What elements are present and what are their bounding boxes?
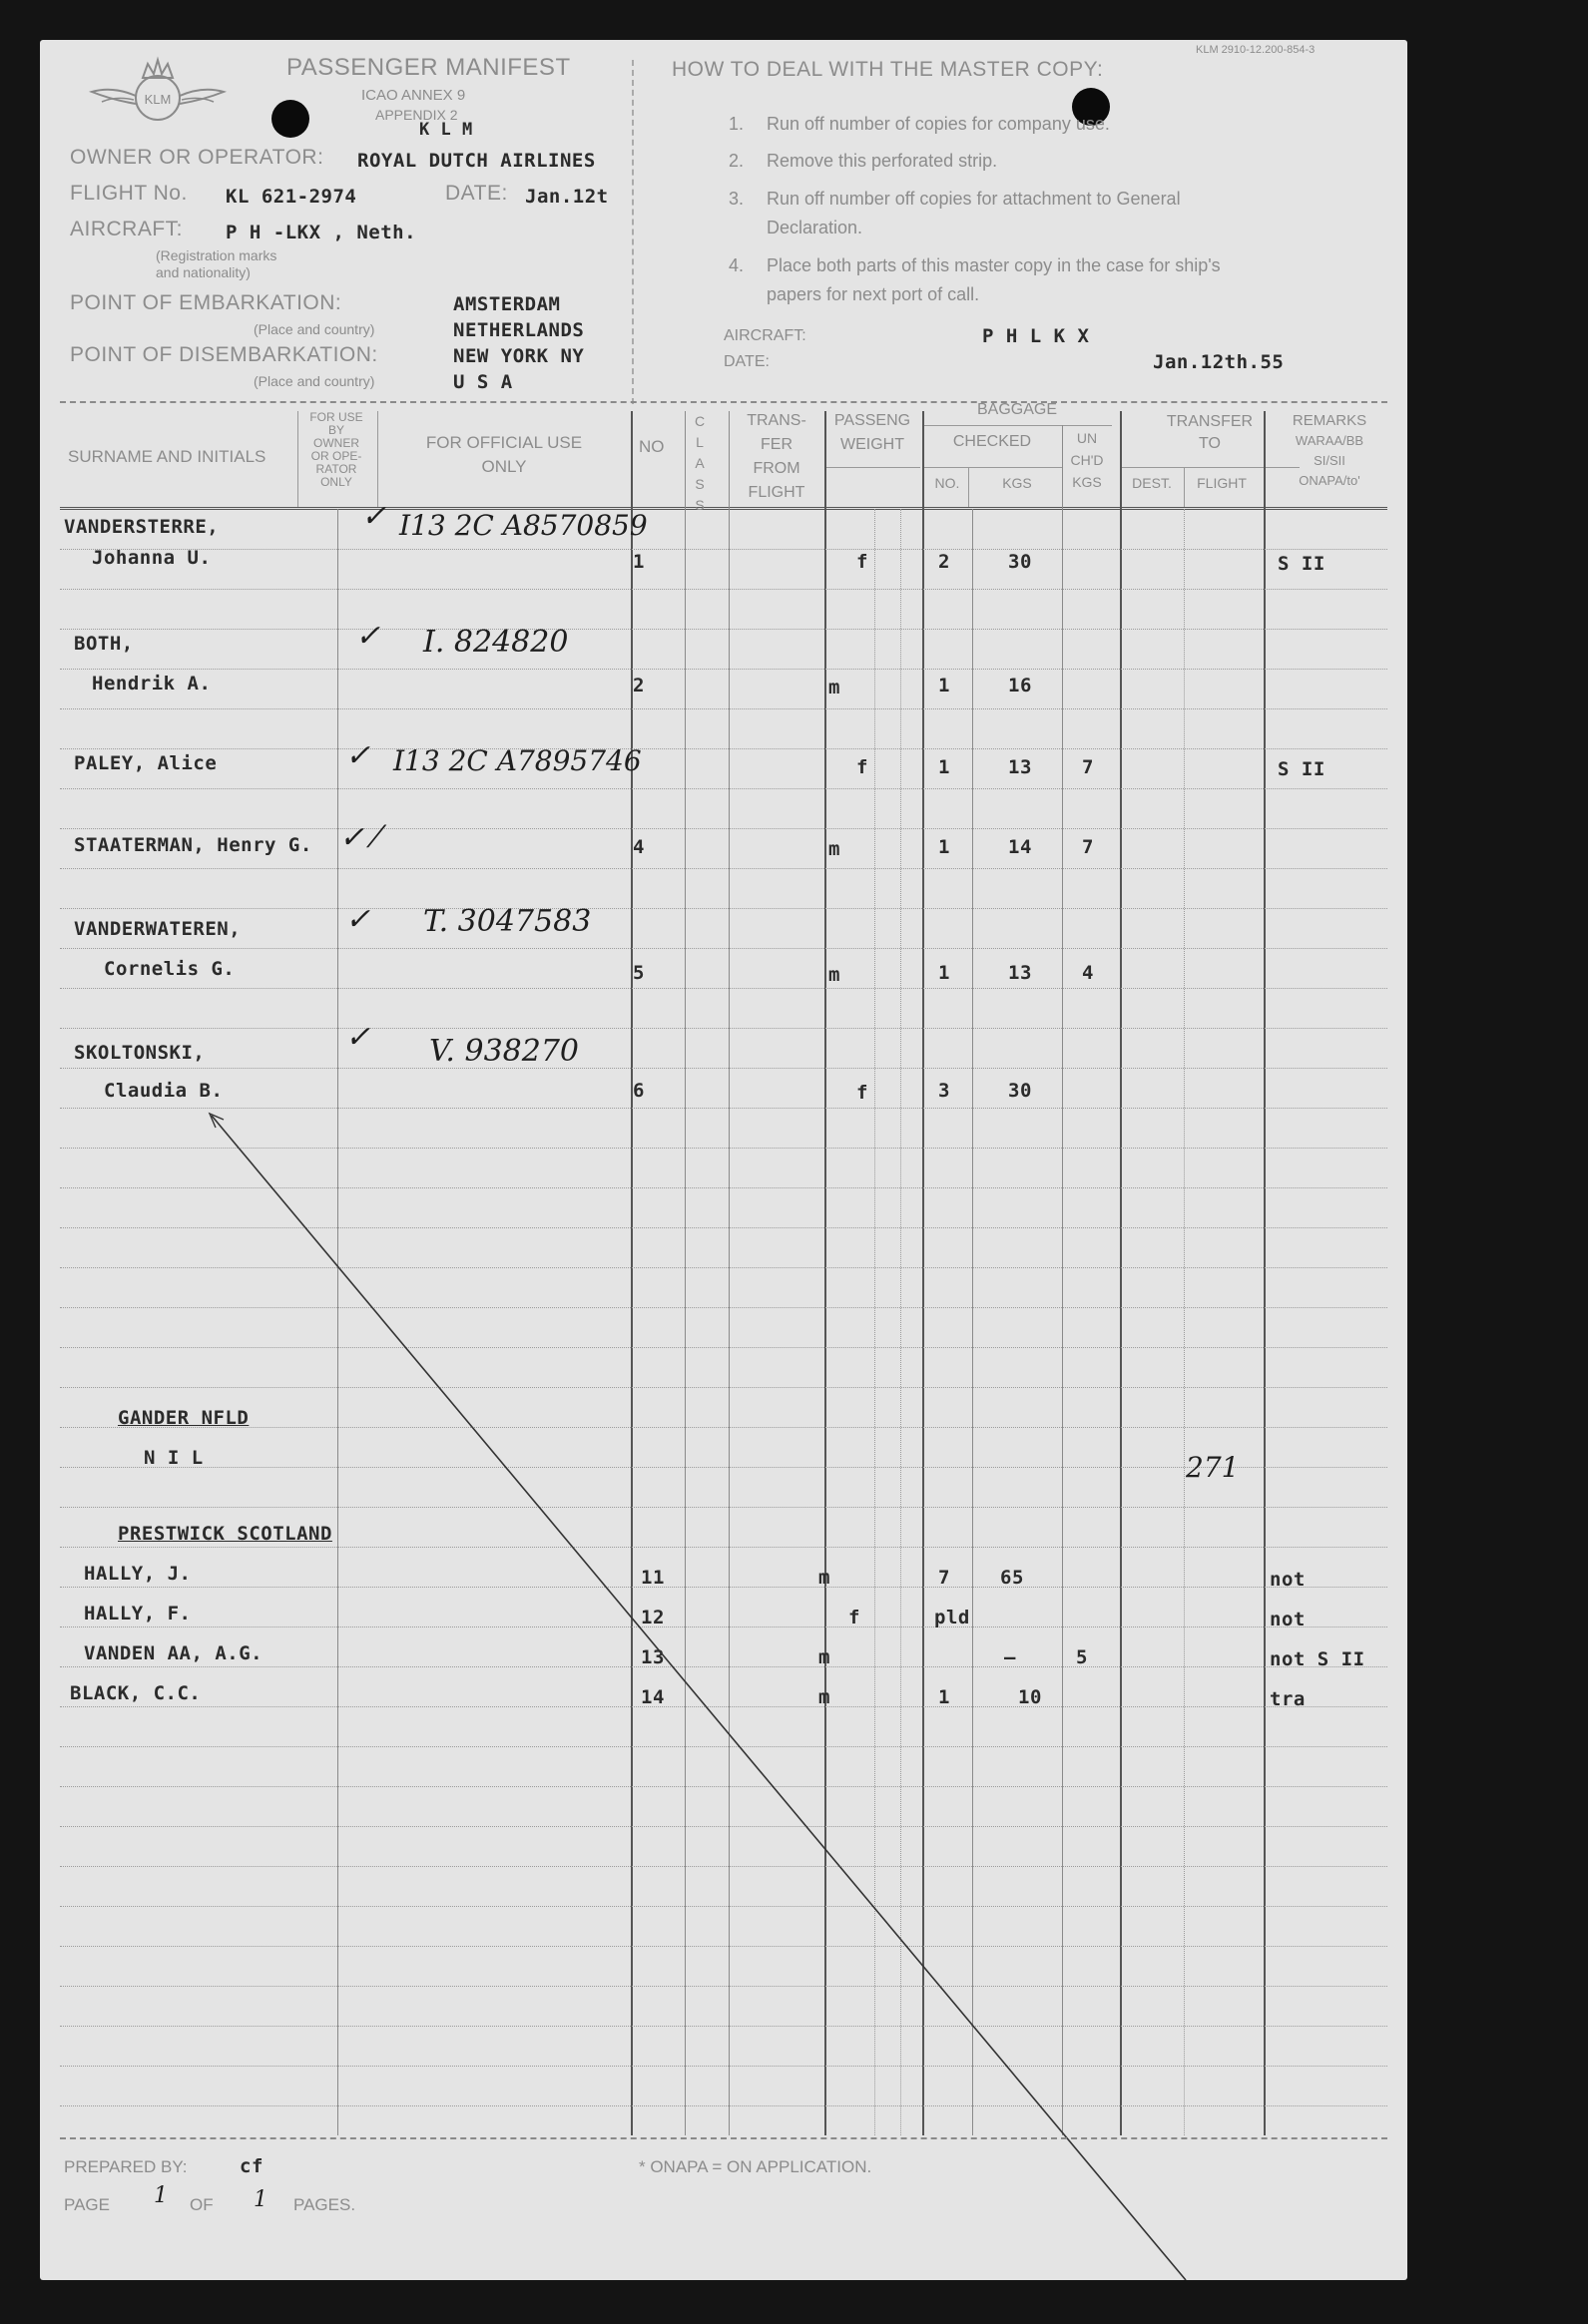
passenger-5-check: ✓ [345, 902, 371, 937]
instruction-3-text-2: Declaration. [767, 218, 863, 237]
prestwick-1-bag-kgs: 65 [1000, 1567, 1024, 1589]
prestwick-3-name: VANDEN AA, A.G. [84, 1642, 264, 1664]
of-value: 1 [254, 2187, 267, 2212]
registration-note-1: (Registration marks [156, 247, 277, 263]
passenger-1-check: ✓ [361, 499, 387, 534]
col-unchecked: UN CH'D KGS [1070, 430, 1104, 490]
passenger-5-no: 5 [633, 962, 645, 984]
svg-text:KLM: KLM [144, 92, 172, 107]
passenger-2-no: 2 [633, 675, 645, 697]
copy-aircraft-value: P H L K X [982, 325, 1090, 347]
passenger-6-bag-kgs: 30 [1008, 1080, 1032, 1102]
passenger-1-official: I13 2C A8570859 [399, 509, 648, 542]
passenger-4-sex: m [828, 838, 840, 860]
of-label: OF [190, 2195, 214, 2214]
prestwick-4-remarks: tra [1270, 1688, 1306, 1710]
instruction-4-text-2: papers for next port of call. [767, 284, 980, 304]
instruction-3-text-1: Run off number off copies for attachment to General [767, 189, 1181, 209]
copy-aircraft-label: AIRCRAFT: [724, 327, 806, 344]
gander-note: 271 [1186, 1451, 1240, 1484]
prestwick-2-name: HALLY, F. [84, 1603, 192, 1625]
passenger-1-bag-no: 2 [938, 551, 950, 573]
passenger-4-bag-kgs: 14 [1008, 836, 1032, 858]
passenger-1-remarks: S II [1278, 553, 1325, 575]
prestwick-1-bag-no: 7 [938, 1567, 950, 1589]
cancel-diagonal-stroke [40, 40, 1407, 2280]
passenger-5-given: Cornelis G. [104, 958, 236, 980]
col-baggage: BAGGAGE [976, 401, 1058, 418]
col-class: CLASS [694, 413, 706, 513]
col-remarks: REMARKS WARAA/BB SI/SII ONAPA/to' [1292, 412, 1367, 488]
gander-value: N I L [144, 1447, 204, 1469]
instruction-1-num: 1. [729, 114, 745, 134]
passenger-1-surname: VANDERSTERRE, [64, 516, 220, 538]
copy-date-value: Jan.12th.55 [1153, 351, 1285, 373]
col-dest: DEST. [1132, 475, 1172, 491]
owner-label: OWNER OR OPERATOR: [70, 146, 324, 169]
prestwick-2-sex: f [848, 1607, 860, 1628]
passenger-6-check: ✓ [345, 1020, 371, 1055]
col-no: NO [639, 437, 665, 456]
gander-title: GANDER NFLD [118, 1407, 250, 1429]
prestwick-1-sex: m [818, 1567, 830, 1589]
passenger-6-sex: f [856, 1082, 868, 1104]
owner-value: ROYAL DUTCH AIRLINES [357, 150, 596, 172]
embarkation-city: AMSTERDAM [453, 293, 561, 315]
col-flight: FLIGHT [1197, 475, 1247, 491]
passenger-5-sex: m [828, 964, 840, 986]
prestwick-3-bag-kgs: — [1004, 1646, 1016, 1668]
passenger-3-check: ✓ [345, 738, 371, 773]
prestwick-4-bag-no: 1 [938, 1686, 950, 1708]
copy-date-label: DATE: [724, 353, 770, 370]
prestwick-3-unchd: 5 [1076, 1646, 1088, 1668]
passenger-2-surname: BOTH, [74, 633, 134, 655]
passenger-5-unchd: 4 [1082, 962, 1094, 984]
prestwick-1-no: 11 [641, 1567, 665, 1589]
col-checked: CHECKED [952, 433, 1032, 450]
prestwick-4-bag-kgs: 10 [1018, 1686, 1042, 1708]
prepared-by-value: cf [240, 2155, 264, 2177]
passenger-3-unchd: 7 [1082, 756, 1094, 778]
col-bag-no: NO. [934, 475, 960, 491]
passenger-6-surname: SKOLTONSKI, [74, 1042, 206, 1064]
embarkation-note: (Place and country) [254, 321, 375, 337]
instructions-title: HOW TO DEAL WITH THE MASTER COPY: [672, 58, 1104, 81]
passenger-6-no: 6 [633, 1080, 645, 1102]
manifest-title: PASSENGER MANIFEST [286, 54, 571, 81]
passenger-2-bag-kgs: 16 [1008, 675, 1032, 697]
instruction-3-num: 3. [729, 189, 745, 209]
passenger-5-surname: VANDERWATEREN, [74, 918, 242, 940]
appendix-line: APPENDIX 2 [375, 107, 458, 123]
passenger-4-no: 4 [633, 836, 645, 858]
passenger-5-bag-no: 1 [938, 962, 950, 984]
col-official: FOR OFFICIAL USE ONLY [425, 433, 583, 476]
passenger-6-official: V. 938270 [429, 1034, 580, 1069]
passenger-3-sex: f [856, 756, 868, 778]
passenger-1-sex: f [856, 551, 868, 573]
passenger-4-check: ✓ ⁄ [339, 820, 379, 855]
onapa-note: * ONAPA = ON APPLICATION. [639, 2157, 872, 2176]
col-weight: PASSENG WEIGHT [833, 412, 911, 453]
embarkation-label: POINT OF EMBARKATION: [70, 291, 342, 314]
passenger-6-given: Claudia B. [104, 1080, 224, 1102]
col-bag-kgs: KGS [1002, 475, 1032, 491]
passenger-6-bag-no: 3 [938, 1080, 950, 1102]
flight-value: KL 621-2974 [226, 186, 357, 208]
passenger-2-official: I. 824820 [423, 625, 569, 660]
passenger-4-unchd: 7 [1082, 836, 1094, 858]
form-code: KLM 2910-12.200-854-3 [1196, 44, 1316, 56]
passenger-5-official: T. 3047583 [423, 904, 592, 939]
prestwick-1-name: HALLY, J. [84, 1563, 192, 1585]
col-surname: SURNAME AND INITIALS [68, 447, 266, 466]
prestwick-2-no: 12 [641, 1607, 665, 1628]
instruction-4-text-1: Place both parts of this master copy in the case for ship's [767, 255, 1221, 275]
pages-label: PAGES. [293, 2195, 356, 2214]
passenger-1-given: Johanna U. [92, 547, 212, 569]
col-transfer-to: TRANSFER TO [1166, 413, 1254, 452]
prestwick-4-name: BLACK, C.C. [70, 1682, 202, 1704]
footer-rule [60, 2137, 1387, 2139]
page-value: 1 [154, 2183, 168, 2208]
passenger-4-surname: STAATERMAN, Henry G. [74, 834, 312, 856]
date-label: DATE: [445, 182, 508, 205]
passenger-2-given: Hendrik A. [92, 673, 212, 695]
passenger-4-bag-no: 1 [938, 836, 950, 858]
instruction-4-num: 4. [729, 255, 745, 275]
prestwick-title: PRESTWICK SCOTLAND [118, 1523, 332, 1545]
passenger-3-remarks: S II [1278, 758, 1325, 780]
instruction-2-text: Remove this perforated strip. [767, 151, 998, 171]
registration-note-2: and nationality) [156, 264, 251, 280]
embarkation-country: NETHERLANDS [453, 319, 585, 341]
passenger-1-bag-kgs: 30 [1008, 551, 1032, 573]
passenger-2-sex: m [828, 677, 840, 698]
col-transfer-from: TRANS- FER FROM FLIGHT [747, 412, 806, 501]
disembarkation-label: POINT OF DISEMBARKATION: [70, 343, 378, 366]
disembarkation-country: U S A [453, 371, 513, 393]
prestwick-2-bag-no: pld [934, 1607, 970, 1628]
prestwick-4-no: 14 [641, 1686, 665, 1708]
icao-line: ICAO ANNEX 9 [361, 87, 466, 104]
date-value: Jan.12t [525, 186, 609, 208]
col-owner-use: FOR USE BY OWNER OR OPE- RATOR ONLY [309, 410, 363, 489]
prestwick-3-no: 13 [641, 1646, 665, 1668]
disembarkation-city: NEW YORK NY [453, 345, 585, 367]
passenger-3-official: I13 2C A7895746 [393, 744, 642, 777]
prepared-by-label: PREPARED BY: [64, 2157, 188, 2176]
aircraft-value: P H -LKX , Neth. [226, 222, 417, 243]
passenger-3-surname: PALEY, Alice [74, 752, 218, 774]
aircraft-label: AIRCRAFT: [70, 218, 184, 240]
passenger-2-bag-no: 1 [938, 675, 950, 697]
flight-label: FLIGHT No. [70, 182, 188, 205]
instruction-2-num: 2. [729, 151, 745, 171]
passenger-3-bag-no: 1 [938, 756, 950, 778]
prestwick-3-sex: m [818, 1646, 830, 1668]
passenger-5-bag-kgs: 13 [1008, 962, 1032, 984]
prestwick-3-remarks: not S II [1270, 1648, 1365, 1670]
prestwick-4-sex: m [818, 1686, 830, 1708]
manifest-sheet [40, 40, 1407, 2280]
passenger-1-no: 1 [633, 551, 645, 573]
passenger-3-bag-kgs: 13 [1008, 756, 1032, 778]
prestwick-2-remarks: not [1270, 1609, 1306, 1630]
disembarkation-note: (Place and country) [254, 373, 375, 389]
instruction-1-text: Run off number of copies for company use. [767, 114, 1110, 134]
prestwick-1-remarks: not [1270, 1569, 1306, 1591]
owner-code: K L M [419, 120, 473, 140]
page-label: PAGE [64, 2195, 110, 2214]
passenger-2-check: ✓ [355, 619, 381, 654]
